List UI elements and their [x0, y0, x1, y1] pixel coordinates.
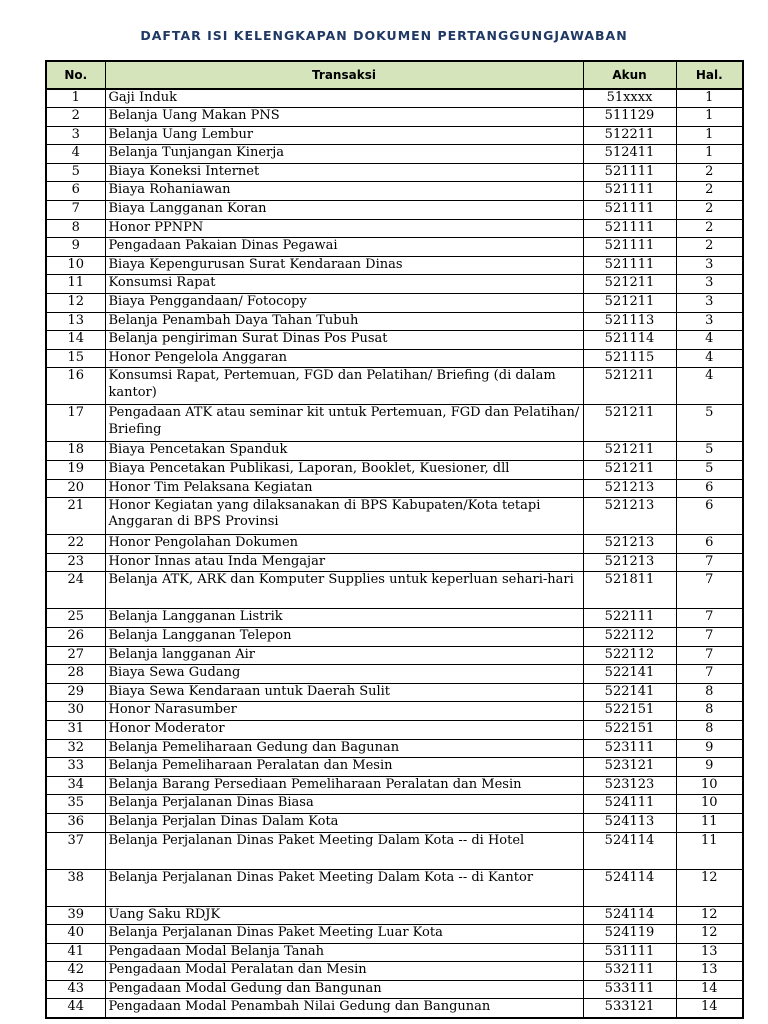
row-number: 4: [46, 145, 105, 164]
row-akun: 521111: [583, 201, 676, 220]
row-hal: 7: [676, 665, 743, 684]
table-row: [46, 720, 743, 739]
row-number: 38: [46, 869, 105, 906]
row-akun: 523121: [583, 758, 676, 777]
table-row: [46, 943, 743, 962]
row-number: 25: [46, 609, 105, 628]
table-header-row: [46, 61, 743, 89]
row-akun: 512411: [583, 145, 676, 164]
row-akun: 524111: [583, 795, 676, 814]
row-transaksi: Honor Pengelola Anggaran: [105, 349, 583, 368]
row-akun: 522151: [583, 720, 676, 739]
row-hal: 2: [676, 163, 743, 182]
row-akun: 521211: [583, 461, 676, 480]
row-akun: 522111: [583, 609, 676, 628]
row-hal: 1: [676, 145, 743, 164]
row-akun: 521211: [583, 294, 676, 313]
row-transaksi: Pengadaan Pakaian Dinas Pegawai: [105, 238, 583, 257]
row-transaksi: Belanja langganan Air: [105, 646, 583, 665]
row-hal: 5: [676, 461, 743, 480]
row-akun: 533111: [583, 980, 676, 999]
row-number: 43: [46, 980, 105, 999]
row-hal: 4: [676, 331, 743, 350]
row-number: 14: [46, 331, 105, 350]
row-transaksi: Belanja Penambah Daya Tahan Tubuh: [105, 312, 583, 331]
row-transaksi: Biaya Kepengurusan Surat Kendaraan Dinas: [105, 256, 583, 275]
table-row: [46, 776, 743, 795]
table-row: [46, 962, 743, 981]
row-number: 21: [46, 498, 105, 535]
row-hal: 9: [676, 739, 743, 758]
row-transaksi: Belanja Perjalanan Dinas Biasa: [105, 795, 583, 814]
row-akun: 521213: [583, 553, 676, 572]
header-akun: Akun: [583, 61, 676, 89]
row-number: 20: [46, 479, 105, 498]
table-row: [46, 572, 743, 609]
table-row: [46, 869, 743, 906]
row-akun: 524114: [583, 869, 676, 906]
row-transaksi: Belanja Perjalanan Dinas Paket Meeting Dalam Kota -- di Hotel: [105, 832, 583, 869]
row-transaksi: Pengadaan Modal Belanja Tanah: [105, 943, 583, 962]
row-number: 1: [46, 89, 105, 108]
table-row: [46, 739, 743, 758]
row-number: 7: [46, 201, 105, 220]
row-transaksi: Konsumsi Rapat: [105, 275, 583, 294]
row-transaksi: Belanja Pemeliharaan Gedung dan Bagunan: [105, 739, 583, 758]
table-row: [46, 201, 743, 220]
row-hal: 2: [676, 219, 743, 238]
row-transaksi: Belanja Perjalanan Dinas Paket Meeting Dalam Kota -- di Kantor: [105, 869, 583, 906]
row-transaksi: Honor Pengolahan Dokumen: [105, 535, 583, 554]
row-number: 35: [46, 795, 105, 814]
row-transaksi: Honor Moderator: [105, 720, 583, 739]
table-row: [46, 795, 743, 814]
row-transaksi: Biaya Langganan Koran: [105, 201, 583, 220]
row-number: 2: [46, 108, 105, 127]
row-hal: 13: [676, 943, 743, 962]
row-number: 6: [46, 182, 105, 201]
table-row: [46, 535, 743, 554]
row-transaksi: Honor PPNPN: [105, 219, 583, 238]
table-row: [46, 238, 743, 257]
row-number: 13: [46, 312, 105, 331]
row-transaksi: Belanja Langganan Telepon: [105, 627, 583, 646]
table-body: [46, 89, 743, 1018]
row-hal: 3: [676, 256, 743, 275]
table-row: [46, 553, 743, 572]
row-hal: 7: [676, 627, 743, 646]
document-title: DAFTAR ISI KELENGKAPAN DOKUMEN PERTANGGUNGJAWABAN: [140, 28, 628, 43]
row-akun: 523123: [583, 776, 676, 795]
row-number: 27: [46, 646, 105, 665]
row-transaksi: Belanja Barang Persediaan Pemeliharaan Peralatan dan Mesin: [105, 776, 583, 795]
table-row: [46, 331, 743, 350]
row-hal: 3: [676, 312, 743, 331]
row-transaksi: Belanja Langganan Listrik: [105, 609, 583, 628]
row-akun: 521811: [583, 572, 676, 609]
row-akun: 522112: [583, 646, 676, 665]
table-row: [46, 145, 743, 164]
row-number: 41: [46, 943, 105, 962]
row-number: 40: [46, 925, 105, 944]
row-hal: 10: [676, 776, 743, 795]
row-number: 34: [46, 776, 105, 795]
row-hal: 5: [676, 442, 743, 461]
table-row: [46, 999, 743, 1018]
row-akun: 521211: [583, 405, 676, 442]
row-akun: 522112: [583, 627, 676, 646]
row-transaksi: Biaya Sewa Gudang: [105, 665, 583, 684]
row-akun: 521114: [583, 331, 676, 350]
table-row: [46, 813, 743, 832]
row-akun: 522141: [583, 665, 676, 684]
row-akun: 521115: [583, 349, 676, 368]
row-number: 31: [46, 720, 105, 739]
row-number: 19: [46, 461, 105, 480]
row-number: 39: [46, 906, 105, 925]
row-akun: 521111: [583, 182, 676, 201]
row-number: 12: [46, 294, 105, 313]
row-number: 5: [46, 163, 105, 182]
row-hal: 1: [676, 108, 743, 127]
row-hal: 7: [676, 646, 743, 665]
row-hal: 3: [676, 275, 743, 294]
row-hal: 1: [676, 126, 743, 145]
row-akun: 521211: [583, 368, 676, 405]
table-row: [46, 479, 743, 498]
row-hal: 4: [676, 368, 743, 405]
row-akun: 533121: [583, 999, 676, 1018]
row-hal: 12: [676, 925, 743, 944]
row-number: 3: [46, 126, 105, 145]
row-transaksi: Biaya Koneksi Internet: [105, 163, 583, 182]
row-hal: 12: [676, 906, 743, 925]
table-row: [46, 442, 743, 461]
row-akun: 521211: [583, 275, 676, 294]
row-number: 10: [46, 256, 105, 275]
table-row: [46, 683, 743, 702]
header-hal: Hal.: [676, 61, 743, 89]
row-transaksi: Biaya Pencetakan Spanduk: [105, 442, 583, 461]
table-row: [46, 294, 743, 313]
row-hal: 2: [676, 201, 743, 220]
row-number: 9: [46, 238, 105, 257]
table-row: [46, 108, 743, 127]
row-transaksi: Biaya Sewa Kendaraan untuk Daerah Sulit: [105, 683, 583, 702]
row-transaksi: Biaya Rohaniawan: [105, 182, 583, 201]
row-number: 44: [46, 999, 105, 1018]
row-hal: 14: [676, 980, 743, 999]
row-akun: 531111: [583, 943, 676, 962]
row-number: 11: [46, 275, 105, 294]
row-hal: 6: [676, 498, 743, 535]
row-number: 15: [46, 349, 105, 368]
row-transaksi: Pengadaan ATK atau seminar kit untuk Pertemuan, FGD dan Pelatihan/ Briefing: [105, 405, 583, 442]
row-transaksi: Gaji Induk: [105, 89, 583, 108]
row-akun: 521213: [583, 479, 676, 498]
row-transaksi: Pengadaan Modal Peralatan dan Mesin: [105, 962, 583, 981]
row-transaksi: Belanja Perjalanan Dinas Paket Meeting Luar Kota: [105, 925, 583, 944]
table-row: [46, 256, 743, 275]
table-row: [46, 980, 743, 999]
row-hal: 6: [676, 479, 743, 498]
row-akun: 523111: [583, 739, 676, 758]
row-number: 17: [46, 405, 105, 442]
row-akun: 51xxxx: [583, 89, 676, 108]
row-akun: 522141: [583, 683, 676, 702]
row-hal: 9: [676, 758, 743, 777]
row-akun: 512211: [583, 126, 676, 145]
row-transaksi: Pengadaan Modal Penambah Nilai Gedung dan Bangunan: [105, 999, 583, 1018]
table-row: [46, 832, 743, 869]
row-hal: 12: [676, 869, 743, 906]
row-hal: 8: [676, 720, 743, 739]
row-hal: 3: [676, 294, 743, 313]
row-transaksi: Belanja Pemeliharaan Peralatan dan Mesin: [105, 758, 583, 777]
row-hal: 5: [676, 405, 743, 442]
row-transaksi: Belanja ATK, ARK dan Komputer Supplies untuk keperluan sehari-hari: [105, 572, 583, 609]
row-number: 33: [46, 758, 105, 777]
row-akun: 521213: [583, 498, 676, 535]
table-row: [46, 219, 743, 238]
row-number: 18: [46, 442, 105, 461]
table-row: [46, 498, 743, 535]
row-transaksi: Konsumsi Rapat, Pertemuan, FGD dan Pelatihan/ Briefing (di dalam kantor): [105, 368, 583, 405]
row-akun: 521111: [583, 219, 676, 238]
row-transaksi: Honor Innas atau Inda Mengajar: [105, 553, 583, 572]
row-hal: 7: [676, 572, 743, 609]
table-row: [46, 609, 743, 628]
transaction-table: [45, 60, 744, 1019]
table-row: [46, 702, 743, 721]
row-number: 24: [46, 572, 105, 609]
header-transaksi: Transaksi: [105, 61, 583, 89]
row-akun: 524114: [583, 832, 676, 869]
row-number: 26: [46, 627, 105, 646]
row-transaksi: Belanja Tunjangan Kinerja: [105, 145, 583, 164]
row-transaksi: Honor Narasumber: [105, 702, 583, 721]
row-transaksi: Belanja Perjalan Dinas Dalam Kota: [105, 813, 583, 832]
row-number: 16: [46, 368, 105, 405]
row-number: 8: [46, 219, 105, 238]
row-number: 29: [46, 683, 105, 702]
table-row: [46, 126, 743, 145]
row-akun: 521213: [583, 535, 676, 554]
row-hal: 8: [676, 702, 743, 721]
row-akun: 521111: [583, 163, 676, 182]
row-hal: 2: [676, 238, 743, 257]
row-number: 22: [46, 535, 105, 554]
row-hal: 13: [676, 962, 743, 981]
row-hal: 8: [676, 683, 743, 702]
row-akun: 521111: [583, 256, 676, 275]
table-row: [46, 646, 743, 665]
row-hal: 7: [676, 553, 743, 572]
table-row: [46, 89, 743, 108]
table-row: [46, 665, 743, 684]
row-hal: 11: [676, 832, 743, 869]
row-hal: 14: [676, 999, 743, 1018]
table-row: [46, 906, 743, 925]
row-hal: 2: [676, 182, 743, 201]
row-number: 32: [46, 739, 105, 758]
table-row: [46, 627, 743, 646]
row-transaksi: Belanja pengiriman Surat Dinas Pos Pusat: [105, 331, 583, 350]
row-number: 30: [46, 702, 105, 721]
row-hal: 10: [676, 795, 743, 814]
row-akun: 521113: [583, 312, 676, 331]
row-number: 37: [46, 832, 105, 869]
table-row: [46, 182, 743, 201]
row-number: 23: [46, 553, 105, 572]
row-akun: 524113: [583, 813, 676, 832]
row-hal: 1: [676, 89, 743, 108]
table-row: [46, 163, 743, 182]
row-transaksi: Belanja Uang Makan PNS: [105, 108, 583, 127]
row-transaksi: Biaya Penggandaan/ Fotocopy: [105, 294, 583, 313]
row-hal: 6: [676, 535, 743, 554]
row-transaksi: Honor Kegiatan yang dilaksanakan di BPS Kabupaten/Kota tetapi Anggaran di BPS Provinsi: [105, 498, 583, 535]
row-transaksi: Pengadaan Modal Gedung dan Bangunan: [105, 980, 583, 999]
table-row: [46, 275, 743, 294]
row-akun: 532111: [583, 962, 676, 981]
row-number: 42: [46, 962, 105, 981]
row-hal: 7: [676, 609, 743, 628]
row-akun: 511129: [583, 108, 676, 127]
table-row: [46, 349, 743, 368]
table-row: [46, 758, 743, 777]
row-hal: 11: [676, 813, 743, 832]
row-akun: 521211: [583, 442, 676, 461]
table-row: [46, 461, 743, 480]
row-akun: 521111: [583, 238, 676, 257]
row-number: 36: [46, 813, 105, 832]
row-akun: 524119: [583, 925, 676, 944]
row-akun: 524114: [583, 906, 676, 925]
table-row: [46, 405, 743, 442]
row-akun: 522151: [583, 702, 676, 721]
table-row: [46, 312, 743, 331]
table-row: [46, 925, 743, 944]
row-transaksi: Belanja Uang Lembur: [105, 126, 583, 145]
header-no: No.: [46, 61, 105, 89]
row-transaksi: Biaya Pencetakan Publikasi, Laporan, Booklet, Kuesioner, dll: [105, 461, 583, 480]
row-hal: 4: [676, 349, 743, 368]
table-row: [46, 368, 743, 405]
row-number: 28: [46, 665, 105, 684]
row-transaksi: Uang Saku RDJK: [105, 906, 583, 925]
row-transaksi: Honor Tim Pelaksana Kegiatan: [105, 479, 583, 498]
